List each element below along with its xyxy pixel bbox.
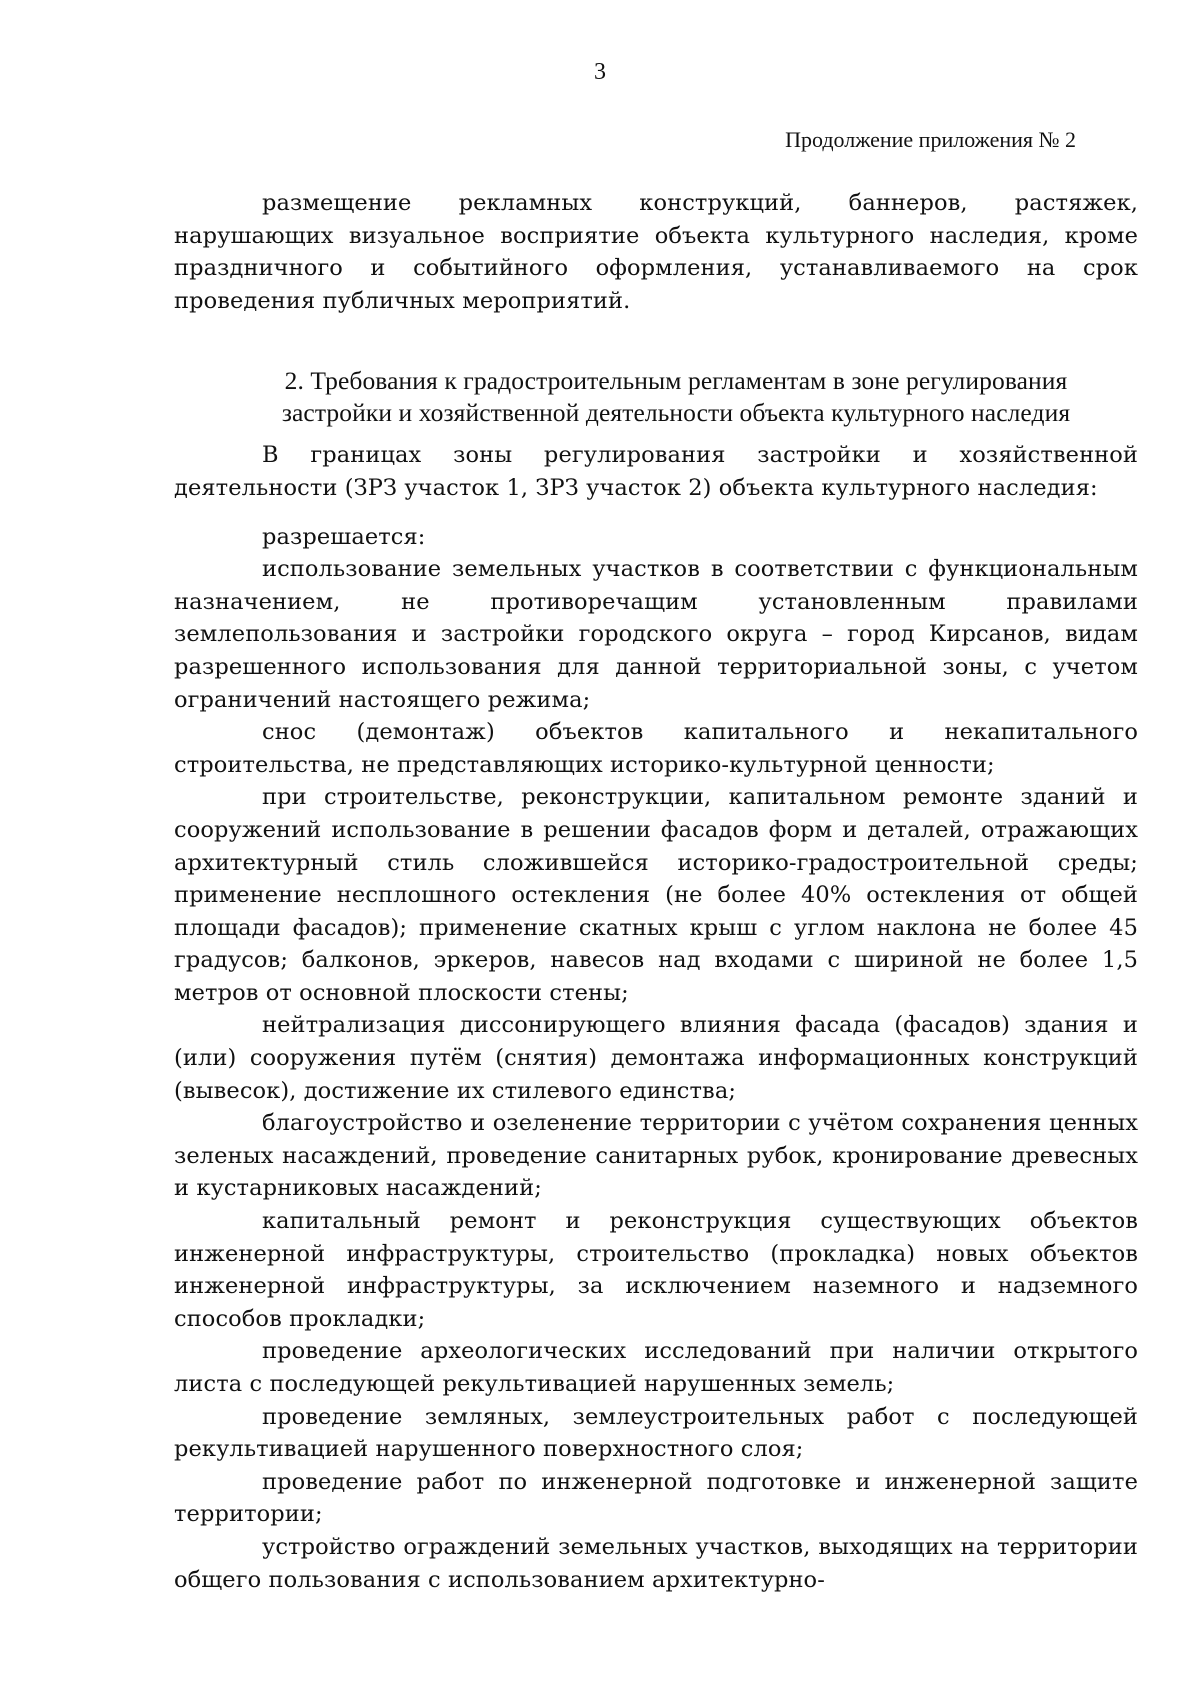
zone-paragraph: В границах зоны регулирования застройки и хозяйственной деятельности (ЗРЗ участок 1, ЗРЗ участок 2) объекта культурного наследия:	[174, 442, 1138, 501]
allowed-item-demolition: снос (демонтаж) объектов капитального и некапитального строительства, не представляющих историко-культурной ценности;	[174, 719, 1138, 778]
allowed-item-infrastructure: капитальный ремонт и реконструкция существующих объектов инженерной инфраструктуры, строительство (прокладка) новых объектов инженерной инфраструктуры, за исключением наземного и надземного способов прокладки;	[174, 1208, 1138, 1332]
allowed-item-earthworks: проведение земляных, землеустроительных работ с последующей рекультивацией нарушенного поверхностного слоя;	[174, 1403, 1138, 1463]
allowed-label: разрешается:	[262, 523, 426, 550]
appendix-continuation-label: Продолжение приложения № 2	[785, 127, 1076, 152]
allowed-item-construction: при строительстве, реконструкции, капитальном ремонте зданий и сооружений использование в решении фасадов форм и деталей, отражающих архитектурный стиль сложившейся историко-градостроительной среды; применение несплошного остекления (не более 40% остекления от общей площади фасадов); применение скатных крыш с углом наклона не более 45 градусов; балконов, эркеров, навесов над входами с шириной не более 1,5 метров от основной плоскости стены;	[174, 784, 1138, 1006]
allowed-item-engineering-protection: проведение работ по инженерной подготовке и инженерной защите территории;	[174, 1468, 1138, 1528]
allowed-item-landscaping: благоустройство и озеленение территории с учётом сохранения ценных зеленых насаждений, проведение санитарных рубок, кронирование древесных и кустарниковых насаждений;	[174, 1110, 1138, 1202]
section-title-line-2: застройки и хозяйственной деятельности объекта культурного наследия	[281, 398, 1071, 428]
allowed-item-fencing: устройство ограждений земельных участков, выходящих на территории общего пользования с использованием архитектурно-	[174, 1533, 1138, 1593]
allowed-item-land-use: использование земельных участков в соответствии с функциональным назначением, не противоречащим установленным правилами землепользования и застройки городского округа – город Кирсанов, видам разрешенного использования для данной территориальной зоны, с учетом ограничений настоящего режима;	[174, 556, 1138, 713]
allowed-item-archaeology: проведение археологических исследований при наличии открытого листа с последующей рекультивацией нарушенных земель;	[174, 1338, 1138, 1397]
page-number: 3	[594, 59, 606, 85]
allowed-item-facade-neutralization: нейтрализация диссонирующего влияния фасада (фасадов) здания и (или) сооружения путём (снятия) демонтажа информационных конструкций (вывесок), достижение их стилевого единства;	[174, 1012, 1138, 1104]
document-body	[174, 187, 1138, 1596]
intro-paragraph: размещение рекламных конструкций, баннеров, растяжек, нарушающих визуальное восприятие объекта культурного наследия, кроме праздничного и событийного оформления, устанавливаемого на срок проведения публичных мероприятий.	[174, 190, 1138, 314]
section-title-line-1: 2. Требования к градостроительным регламентам в зоне регулирования	[284, 366, 1068, 396]
